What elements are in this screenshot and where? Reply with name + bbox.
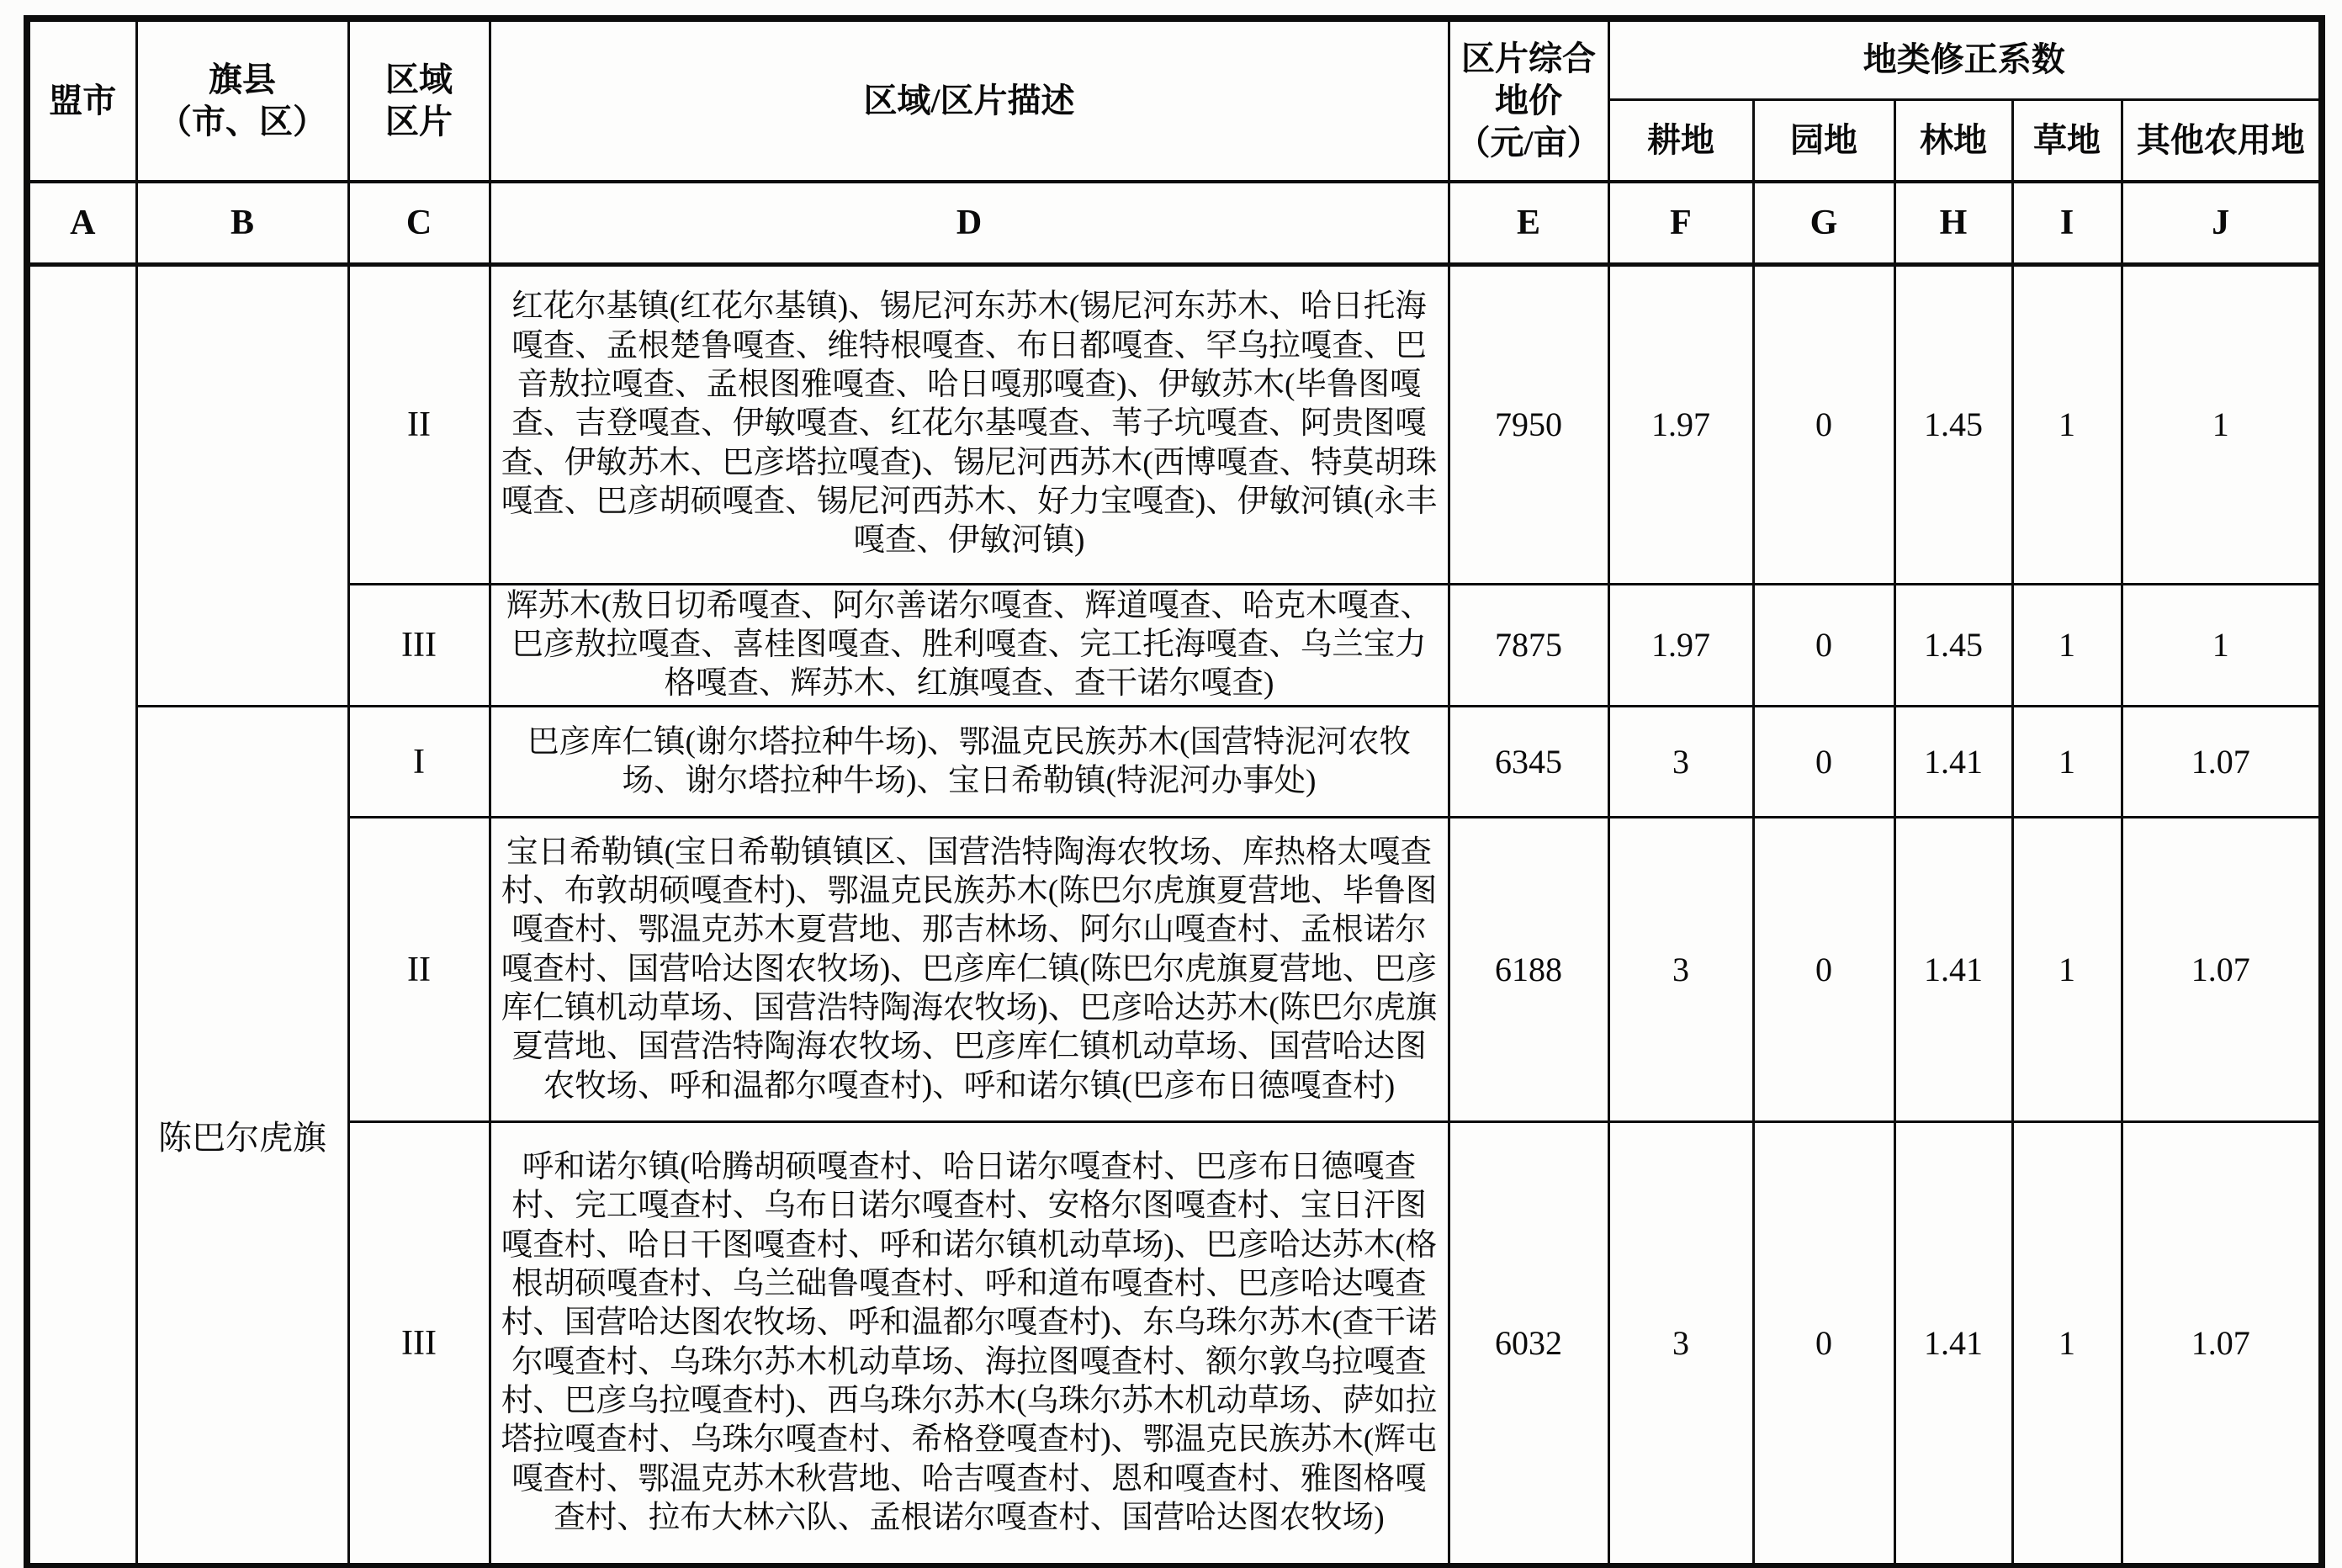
col-letter-c: C	[348, 182, 490, 264]
col-header-price-line1: 区片综合	[1461, 40, 1596, 77]
col-header-price	[1449, 19, 1608, 182]
cell-coef-qita: 1	[2122, 264, 2322, 584]
cell-qixian-blank	[136, 264, 348, 707]
cell-coef-gengdi: 1.97	[1608, 264, 1753, 584]
cell-coef-lindi: 1.45	[1894, 584, 2012, 707]
cell-description: 红花尔基镇(红花尔基镇)、锡尼河东苏木(锡尼河东苏木、哈日托海嘎查、孟根楚鲁嘎查、维特根嘎查、布日都嘎查、罕乌拉嘎查、巴音敖拉嘎查、孟根图雅嘎查、哈日嘎那嘎查)、伊敏苏木(毕鲁图嘎查、吉登嘎查、伊敏嘎查、红花尔基嘎查、苇子坑嘎查、阿贵图嘎查、伊敏苏木、巴彦塔拉嘎查)、锡尼河西苏木(西博嘎查、特莫胡珠嘎查、巴彦胡硕嘎查、锡尼河西苏木、好力宝嘎查)、伊敏河镇(永丰嘎查、伊敏河镇)	[490, 264, 1449, 584]
cell-price: 6345	[1449, 707, 1608, 818]
cell-zone: II	[348, 818, 490, 1122]
cell-description: 辉苏木(敖日切希嘎查、阿尔善诺尔嘎查、辉道嘎查、哈克木嘎查、巴彦敖拉嘎查、喜桂图嘎查、胜利嘎查、完工托海嘎查、乌兰宝力格嘎查、辉苏木、红旗嘎查、查干诺尔嘎查)	[490, 584, 1449, 707]
col-letter-d: D	[490, 182, 1449, 264]
col-header-yuandi: 园地	[1753, 99, 1894, 182]
col-header-qixian-line2: （市、区）	[158, 103, 326, 140]
cell-coef-yuandi: 0	[1753, 264, 1894, 584]
col-letter-f: F	[1608, 182, 1753, 264]
col-header-mengshi: 盟市	[27, 19, 136, 182]
col-header-price-line2: 地价	[1495, 82, 1562, 119]
cell-qixian-chenbaerhuqi: 陈巴尔虎旗	[136, 707, 348, 1566]
cell-coef-caodi: 1	[2012, 584, 2122, 707]
cell-price: 6032	[1449, 1122, 1608, 1566]
cell-zone: III	[348, 584, 490, 707]
col-header-caodi: 草地	[2012, 99, 2122, 182]
cell-coef-gengdi: 3	[1608, 1122, 1753, 1566]
col-letter-a: A	[27, 182, 136, 264]
col-header-qita-nongyongdi: 其他农用地	[2122, 99, 2322, 182]
cell-zone: II	[348, 264, 490, 584]
col-header-lindi: 林地	[1894, 99, 2012, 182]
cell-coef-yuandi: 0	[1753, 584, 1894, 707]
cell-zone: III	[348, 1122, 490, 1566]
cell-description: 呼和诺尔镇(哈腾胡硕嘎查村、哈日诺尔嘎查村、巴彦布日德嘎查村、完工嘎查村、乌布日诺尔嘎查村、安格尔图嘎查村、宝日汗图嘎查村、哈日干图嘎查村、呼和诺尔镇机动草场)、巴彦哈达苏木(格根胡硕嘎查村、乌兰础鲁嘎查村、呼和道布嘎查村、巴彦哈达嘎查村、国营哈达图农牧场、呼和温都尔嘎查村)、东乌珠尔苏木(查干诺尔嘎查村、乌珠尔苏木机动草场、海拉图嘎查村、额尔敦乌拉嘎查村、巴彦乌拉嘎查村)、西乌珠尔苏木(乌珠尔苏木机动草场、萨如拉塔拉嘎查村、乌珠尔嘎查村、希格登嘎查村)、鄂温克民族苏木(辉屯嘎查村、鄂温克苏木秋营地、哈吉嘎查村、恩和嘎查村、雅图格嘎查村、拉布大林六队、孟根诺尔嘎查村、国营哈达图农牧场)	[490, 1122, 1449, 1566]
cell-coef-lindi: 1.41	[1894, 707, 2012, 818]
cell-coef-qita: 1.07	[2122, 1122, 2322, 1566]
cell-coef-lindi: 1.41	[1894, 818, 2012, 1122]
cell-price: 6188	[1449, 818, 1608, 1122]
col-header-qixian-line1: 旗县	[209, 61, 276, 98]
cell-coef-caodi: 1	[2012, 818, 2122, 1122]
cell-price: 7875	[1449, 584, 1608, 707]
cell-coef-caodi: 1	[2012, 1122, 2122, 1566]
cell-coef-yuandi: 0	[1753, 1122, 1894, 1566]
cell-description: 宝日希勒镇(宝日希勒镇镇区、国营浩特陶海农牧场、库热格太嘎查村、布敦胡硕嘎查村)、鄂温克民族苏木(陈巴尔虎旗夏营地、毕鲁图嘎查村、鄂温克苏木夏营地、那吉林场、阿尔山嘎查村、孟根诺尔嘎查村、国营哈达图农牧场)、巴彦库仁镇(陈巴尔虎旗夏营地、巴彦库仁镇机动草场、国营浩特陶海农牧场)、巴彦哈达苏木(陈巴尔虎旗夏营地、国营浩特陶海农牧场、巴彦库仁镇机动草场、国营哈达图农牧场、呼和温都尔嘎查村)、呼和诺尔镇(巴彦布日德嘎查村)	[490, 818, 1449, 1122]
col-letter-h: H	[1894, 182, 2012, 264]
col-header-quyu-line2: 区片	[385, 103, 453, 140]
land-price-table	[24, 15, 2325, 1568]
col-header-quyu-qupian	[348, 19, 490, 182]
col-letter-j: J	[2122, 182, 2322, 264]
cell-mengshi-blank	[27, 264, 136, 1566]
col-header-qixian	[136, 19, 348, 182]
cell-coef-gengdi: 3	[1608, 707, 1753, 818]
col-letter-i: I	[2012, 182, 2122, 264]
cell-coef-caodi: 1	[2012, 264, 2122, 584]
col-header-description: 区域/区片描述	[490, 19, 1449, 182]
cell-coef-yuandi: 0	[1753, 818, 1894, 1122]
cell-coef-lindi: 1.45	[1894, 264, 2012, 584]
col-letter-g: G	[1753, 182, 1894, 264]
col-letter-b: B	[136, 182, 348, 264]
cell-coef-yuandi: 0	[1753, 707, 1894, 818]
cell-price: 7950	[1449, 264, 1608, 584]
cell-coef-qita: 1.07	[2122, 818, 2322, 1122]
col-header-quyu-line1: 区域	[385, 61, 453, 98]
cell-coef-caodi: 1	[2012, 707, 2122, 818]
col-header-coefficient-group: 地类修正系数	[1608, 19, 2322, 99]
cell-coef-qita: 1.07	[2122, 707, 2322, 818]
cell-coef-lindi: 1.41	[1894, 1122, 2012, 1566]
col-header-gengdi: 耕地	[1608, 99, 1753, 182]
cell-zone: I	[348, 707, 490, 818]
cell-coef-gengdi: 3	[1608, 818, 1753, 1122]
col-header-price-line3: （元/亩）	[1456, 124, 1601, 162]
cell-coef-gengdi: 1.97	[1608, 584, 1753, 707]
cell-coef-qita: 1	[2122, 584, 2322, 707]
col-letter-e: E	[1449, 182, 1608, 264]
cell-description: 巴彦库仁镇(谢尔塔拉种牛场)、鄂温克民族苏木(国营特泥河农牧场、谢尔塔拉种牛场)、宝日希勒镇(特泥河办事处)	[490, 707, 1449, 818]
